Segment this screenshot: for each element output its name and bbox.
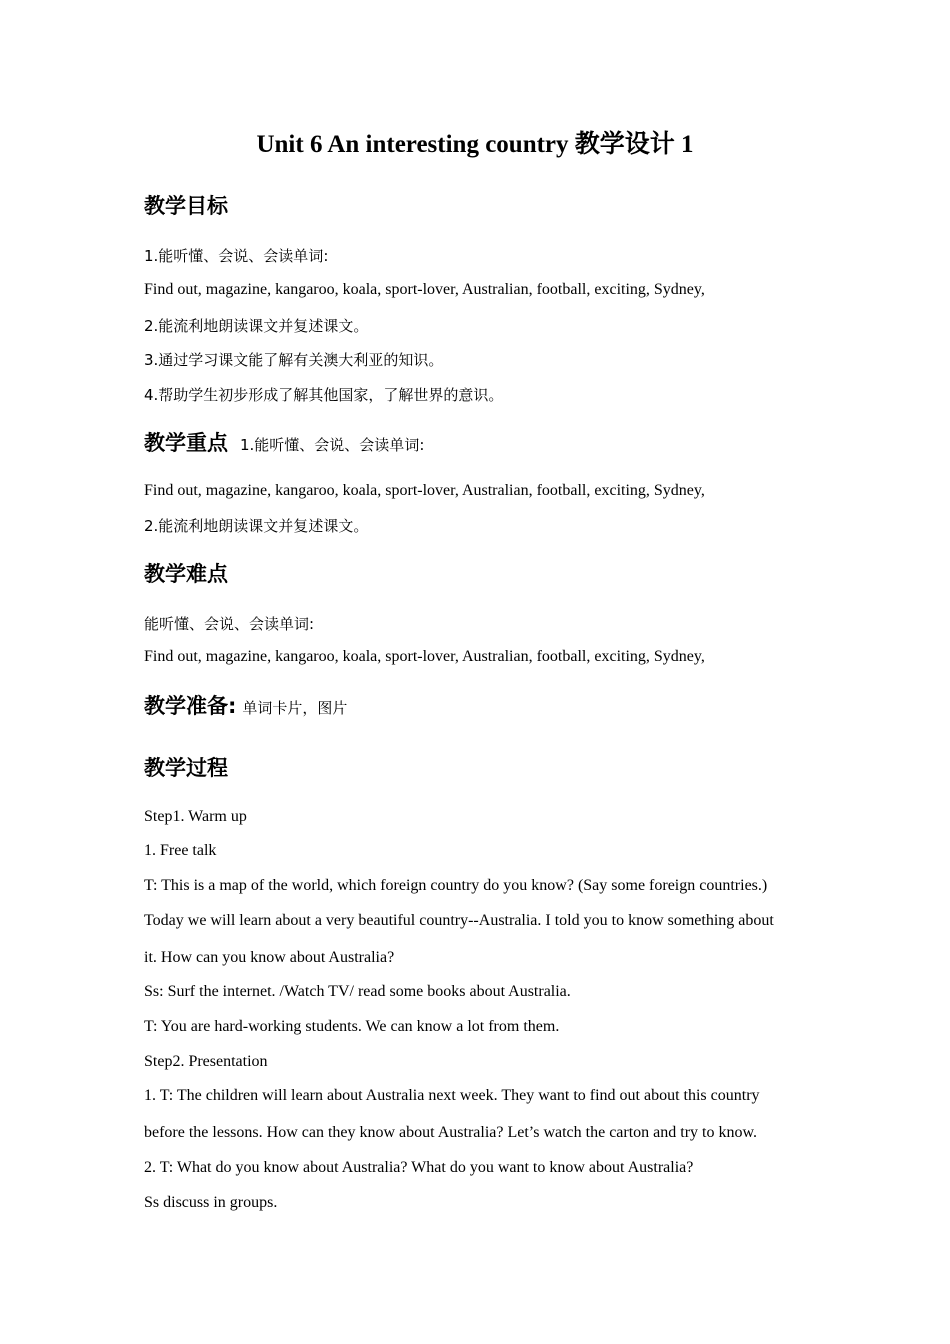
process-line: Ss: Surf the internet. /Watch TV/ read some books about Australia.: [144, 983, 571, 1000]
objective-line-2: Find out, magazine, kangaroo, koala, sport-lover, Australian, football, exciting, Sydney,: [144, 281, 705, 298]
key-points-line-2: 2.能流利地朗读课文并复述课文。: [144, 517, 369, 535]
preparation-row: [144, 690, 347, 720]
process-line: before the lessons. How can they know about Australia? Let’s watch the carton and try to know.: [144, 1124, 758, 1141]
objective-line-4: 3.通过学习课文能了解有关澳大利亚的知识。: [144, 351, 444, 369]
preparation-text: 单词卡片，图片: [242, 699, 348, 717]
document-title: Unit 6 An interesting country 教学设计 1: [256, 131, 694, 158]
process-line: Step2. Presentation: [144, 1053, 268, 1070]
process-line: T: This is a map of the world, which foreign country do you know? (Say some foreign countries.): [144, 877, 768, 894]
key-points-inline: 1.能听懂、会说、会读单词:: [240, 436, 425, 454]
difficulties-line-2: Find out, magazine, kangaroo, koala, sport-lover, Australian, football, exciting, Sydney,: [144, 648, 705, 665]
process-line: T: You are hard-working students. We can know a lot from them.: [144, 1018, 560, 1035]
key-points-heading: 教学重点: [144, 431, 228, 455]
process-line: it. How can you know about Australia?: [144, 949, 395, 966]
process-line: Step1. Warm up: [144, 808, 247, 825]
objectives-heading: 教学目标: [144, 194, 228, 218]
process-line: 2. T: What do you know about Australia? What do you want to know about Australia?: [144, 1159, 694, 1176]
process-line: 1. Free talk: [144, 842, 217, 859]
key-points-line-1: Find out, magazine, kangaroo, koala, sport-lover, Australian, football, exciting, Sydney,: [144, 482, 705, 499]
process-heading: 教学过程: [144, 756, 228, 780]
process-line: Today we will learn about a very beautiful country--Australia. I told you to know something about: [144, 912, 774, 929]
objective-line-1: 1.能听懂、会说、会读单词:: [144, 247, 329, 265]
preparation-heading: 教学准备:: [144, 694, 237, 718]
difficulties-line-1: 能听懂、会说、会读单词:: [144, 615, 315, 633]
objective-line-3: 2.能流利地朗读课文并复述课文。: [144, 317, 369, 335]
objective-line-5: 4.帮助学生初步形成了解其他国家，了解世界的意识。: [144, 386, 504, 404]
key-points-row: [144, 427, 424, 457]
difficulties-heading: 教学难点: [144, 562, 228, 586]
process-line: Ss discuss in groups.: [144, 1194, 278, 1211]
process-line: 1. T: The children will learn about Australia next week. They want to find out about this country: [144, 1087, 760, 1104]
